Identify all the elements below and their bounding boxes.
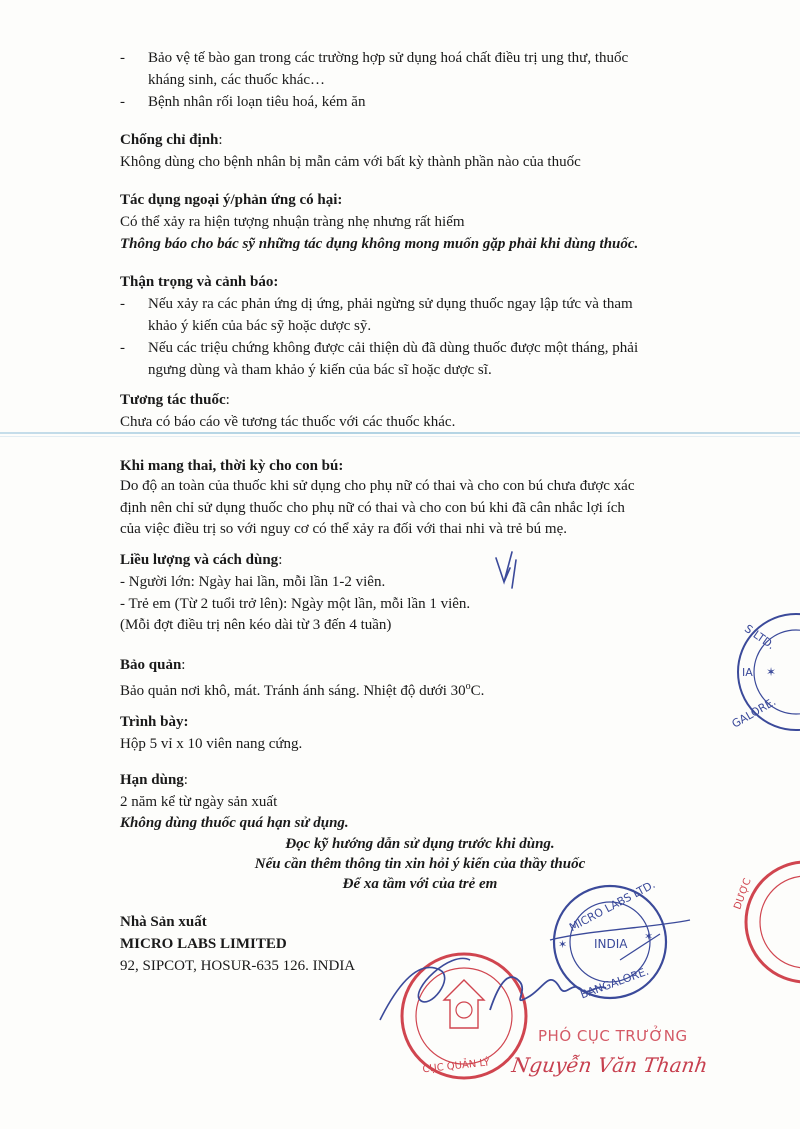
stamp-company-top: MICRO LABS LTD. xyxy=(567,878,658,935)
star-icon: ✶ xyxy=(644,931,654,943)
bullet-dash: - xyxy=(120,94,125,110)
signatory-name: Nguyễn Văn Thanh xyxy=(510,1053,710,1077)
star-icon: ✶ xyxy=(558,939,568,951)
manufacturer-name: MICRO LABS LIMITED xyxy=(120,936,287,952)
contraindications-text: Không dùng cho bệnh nhân bị mẫn cảm với bất kỳ thành phần nào của thuốc xyxy=(120,154,581,170)
precautions-line-1: Nếu xảy ra các phản ứng dị ứng, phải ngừng sử dụng thuốc ngay lập tức và tham xyxy=(148,296,633,312)
interactions-text: Chưa có báo cáo về tương tác thuốc với các thuốc khác. xyxy=(120,414,456,430)
stamp-edge-mid: IA xyxy=(742,666,753,679)
heading-text: Chống chỉ định xyxy=(120,132,219,148)
section-heading-presentation: Trình bày: xyxy=(120,714,189,730)
advice-line-2: Nếu cần thêm thông tin xin hỏi ý kiến của thầy thuốc xyxy=(254,856,586,872)
advice-line-3: Để xa tầm với của trẻ em xyxy=(342,876,498,892)
intro-bullet-2: Bệnh nhân rối loạn tiêu hoá, kém ăn xyxy=(148,94,366,110)
seal-bottom-text: CỤC QUẢN LÝ xyxy=(422,1057,491,1076)
advice-line-1: Đọc kỹ hướng dẫn sử dụng trước khi dùng. xyxy=(285,836,555,852)
company-stamp-right-edge xyxy=(712,606,800,736)
section-heading-pregnancy: Khi mang thai, thời kỳ cho con bú: xyxy=(120,458,344,474)
signatory-title: PHÓ CỤC TRƯỞNG xyxy=(538,1027,688,1045)
handwritten-signature xyxy=(360,900,720,1040)
stamp-company-bottom: BANGALORE. xyxy=(578,964,651,1002)
heading-colon: : xyxy=(181,657,186,673)
heading-colon: : xyxy=(225,392,230,408)
intro-bullet-1: Bảo vệ tế bào gan trong các trường hợp sử dụng hoá chất điều trị ung thư, thuốc xyxy=(148,50,629,66)
dosage-child: - Trẻ em (Từ 2 tuổi trở lên): Ngày một lần, mỗi lần 1 viên. xyxy=(120,596,471,612)
stamp-edge-top: S LTD. xyxy=(742,622,778,653)
check-mark-icon xyxy=(490,548,530,598)
degree-sign: o xyxy=(465,681,471,692)
star-icon: ✶ xyxy=(766,665,777,679)
official-stamp-right-edge xyxy=(722,856,800,986)
side-effects-notice: Thông báo cho bác sỹ những tác dụng không mong muốn gặp phải khi dùng thuốc. xyxy=(120,236,639,252)
heading-text: Tương tác thuốc xyxy=(120,392,226,408)
heading-colon: : xyxy=(218,132,223,148)
section-heading-storage xyxy=(120,655,185,675)
storage-text xyxy=(120,677,484,701)
section-heading-interactions xyxy=(120,390,230,410)
red-stamp-edge-text: DƯỢC xyxy=(732,876,754,912)
dosage-duration: (Mỗi đợt điều trị nên kéo dài từ 3 đến 4 tuần) xyxy=(120,617,392,633)
precautions-line-2: khảo ý kiến của bác sỹ hoặc dược sỹ. xyxy=(148,318,372,334)
side-effects-text: Có thể xảy ra hiện tượng nhuận tràng nhẹ nhưng rất hiếm xyxy=(120,214,465,230)
scan-fold-line xyxy=(0,432,800,434)
scan-fold-line-shadow xyxy=(0,436,800,437)
expiry-text: 2 năm kể từ ngày sản xuất xyxy=(120,794,278,810)
bullet-dash: - xyxy=(120,296,125,312)
bullet-dash: - xyxy=(120,340,125,356)
intro-bullet-1-cont: kháng sinh, các thuốc khác… xyxy=(148,72,326,88)
heading-colon: : xyxy=(183,772,188,788)
pregnancy-line-2: định nên chỉ sử dụng thuốc cho phụ nữ có thai và cho con bú khi đã cân nhắc lợi ích xyxy=(120,500,625,516)
storage-text-main: Bảo quản nơi khô, mát. Tránh ánh sáng. Nhiệt độ dưới 30 xyxy=(120,683,466,699)
section-heading-precautions: Thận trọng và cảnh báo: xyxy=(120,274,279,290)
stamp-edge-bottom: GALORE. xyxy=(729,695,779,731)
section-heading-dosage xyxy=(120,550,282,570)
section-heading-expiry xyxy=(120,770,188,790)
heading-text: Bảo quản xyxy=(120,657,182,673)
manufacturer-address: 92, SIPCOT, HOSUR-635 126. INDIA xyxy=(120,958,356,974)
precautions-line-4: ngưng dùng và tham khảo ý kiến của bác sĩ hoặc dược sĩ. xyxy=(148,362,492,378)
pregnancy-line-1: Do độ an toàn của thuốc khi sử dụng cho phụ nữ có thai và cho con bú chưa được xác xyxy=(120,478,635,494)
dosage-adult: - Người lớn: Ngày hai lần, mỗi lần 1-2 viên. xyxy=(120,574,386,590)
expiry-warning: Không dùng thuốc quá hạn sử dụng. xyxy=(120,815,349,831)
precautions-line-3: Nếu các triệu chứng không được cải thiện dù đã dùng thuốc được một tháng, phải xyxy=(148,340,639,356)
heading-text: Liều lượng và cách dùng xyxy=(120,552,279,568)
heading-colon: : xyxy=(278,552,283,568)
presentation-text: Hộp 5 vỉ x 10 viên nang cứng. xyxy=(120,736,303,752)
storage-text-unit: C. xyxy=(470,683,485,699)
bullet-dash: - xyxy=(120,50,125,66)
section-heading-contraindications xyxy=(120,130,223,150)
pregnancy-line-3: của việc điều trị so với nguy cơ có thể xảy ra đối với thai nhi và trẻ bú mẹ. xyxy=(120,521,568,537)
heading-text: Hạn dùng xyxy=(120,772,184,788)
stamp-company-mid: INDIA xyxy=(594,937,628,951)
manufacturer-label: Nhà Sản xuất xyxy=(120,914,207,930)
section-heading-side-effects: Tác dụng ngoại ý/phản ứng có hại: xyxy=(120,192,343,208)
